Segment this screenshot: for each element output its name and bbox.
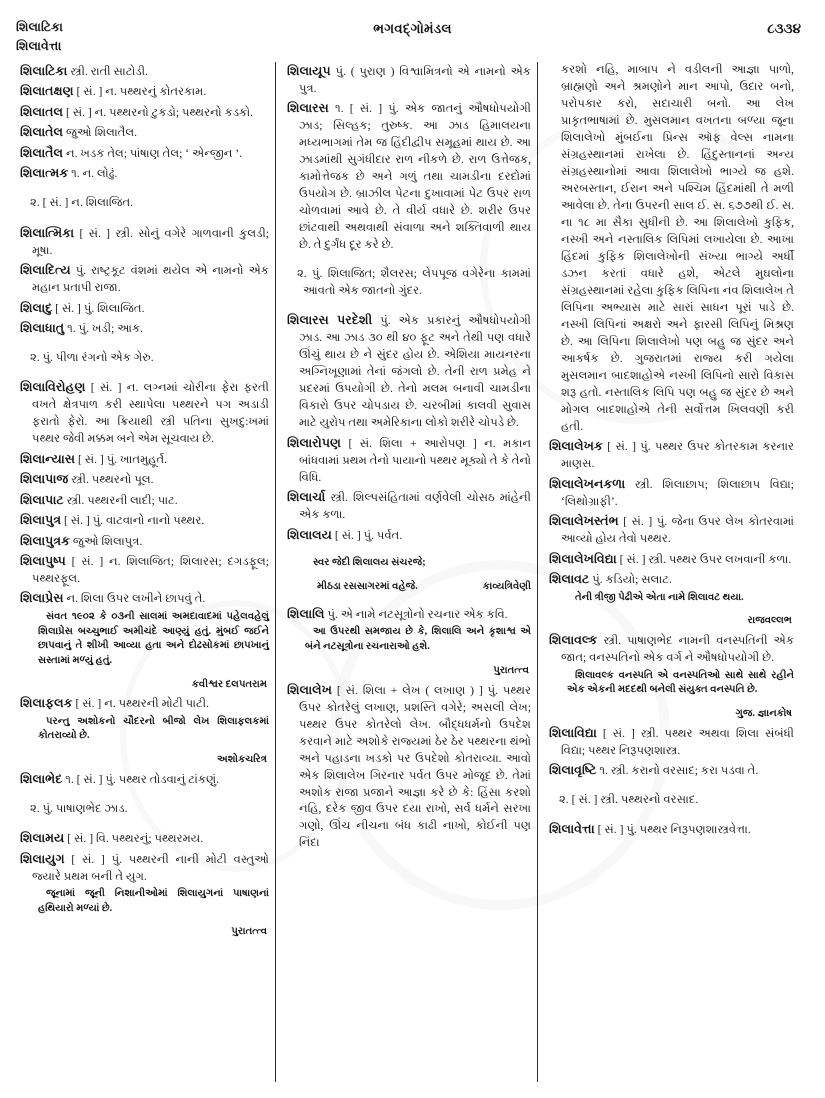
entry-headword: શિલાદુ [20,300,53,315]
entry-sense: ૨. પું. પીળા રંગનો એક ગેરુ. [30,350,154,364]
entry-citation-quote: શિલાવલ્ક વનસ્પતિ એ વનસ્પતિઓ સાથે સાથે રહીને એક એકની મદદથી બનેલી સંયુક્ત વનસ્પતિ છે. [567,669,794,696]
entry-definition: [ સં. ] ન. પથ્થરનો ટુકડો; પથ્થરનો કડકો. [65,105,254,119]
dictionary-entry [20,299,269,318]
entry-definition: [ સં. ] પું. પથ્થર ઉપર કોતરકામ કરનાર માણસ. [561,440,794,471]
entry-definition: [ સં. ] ન. શિલાજિત; શિલારસ; દગડફૂલ; પથ્થરફૂલ. [32,555,269,585]
entry-headword: શિલાવેત્તા [549,822,595,837]
dictionary-entry [20,532,269,551]
entry-headword: શિલારોપણ [287,435,341,450]
entry-headword: શિલાયૂપ [287,64,331,78]
dictionary-entry [20,589,269,608]
entry-definition: જુઓ શિલાપુત્ર. [72,534,143,548]
dictionary-entry [20,82,269,101]
entry-sense: ૨. [ સં. ] સ્ત્રી. પથ્થરનો વરસાદ. [559,792,699,806]
entry-citation-source: ગુજ. જ્ઞાનકોષ [735,707,792,719]
entry-definition: સ્ત્રી. પાષાણભેદ નામની વનસ્પતિની એક જાત; વનસ્પતિનો એક વર્ગ ને ઔષધોપયોગી છે. [561,634,794,665]
entry-definition: પું. કડિયો; સલાટ. [592,573,672,587]
entry-headword: શિલાતક્ષણ [20,84,74,99]
entry-definition: [ સં. ] ન. પથ્થરનું કોતરકામ. [76,85,207,99]
entry-headword: શિલાવિદ્યા [549,725,597,740]
entry-headword: શિલાત્મક [20,166,69,181]
entry-definition: પું. ( પુરાણ ) વિશ્વામિત્રનો એ નામનો એક પુત્ર. [299,65,531,95]
entry-headword: શિલાવિરોહણ [20,380,86,395]
entry-sense: ૨. પું. શિલાજિત; શૈલરસ; લેપપૂજ વગેરેના કામમાં આવતો એક જાતનો ગુંદર. [297,266,531,297]
dictionary-entry [549,62,794,436]
entry-headword: શિલાલેખસ્તંભ [549,514,619,529]
column-2 [276,62,538,1082]
dictionary-entry [20,62,269,81]
dictionary-entry [549,475,794,511]
entry-definition: સ્ત્રી. શિલાછાપ; શિલાછાપ વિદ્યા; ‘લિથોગ્રાફી’. [561,477,794,508]
entry-definition: [ સં. ] વિ. પથ્થરનું; પથ્થરમય. [67,832,204,846]
dictionary-entry [20,378,269,448]
entry-verse-line: સ્વર જેદી શિલાલય સંચરજે; [313,556,426,568]
entry-headword: શિલાવટ [549,572,590,587]
entry-verse-text: મીઠડા રસસાગરમાં વહેજે. [317,581,418,593]
dictionary-entry [549,570,794,589]
entry-headword: શિલાદિત્ય [20,263,71,278]
entry-citation-source: પુરાતત્ત્વ [231,926,267,938]
entry-definition: ૧. સ્ત્રી. કરાનો વરસાદ; કરા પડવા તે. [599,764,759,778]
dictionary-entry [287,434,531,487]
entry-headword: શિલાતૈલ [20,145,64,160]
dictionary-entry [287,99,531,254]
entry-definition: [ સં. ] પું. ખાતમુહૂર્ત. [77,452,168,466]
entry-headword: શિલાતલ [20,104,64,119]
entry-definition: [ સં. ] પું. શિલાજિત. [55,301,145,315]
entry-definition: કરશો નહિ, માબાપ ને વડીલની આજ્ઞા પાળો, બ્રાહ્મણો અને શ્રમણોને માન આપો, ઉદાર બનો, પરોપકાર કરો, સદાચારી બનો. આ લેખ પ્રાકૃતભાષામાં છે. મુસલમાન વખતના બળ્યા જૂના શિલાલેખો મુંબઈના પ્રિન્સ ઑફ વેલ્સ નામના સંગ્રહસ્થાનમાં રાખેલા છે. હિંદુસ્તાનનાં અન્ય સંગ્રહસ્થાનોમાં આવા શિલાલેખો ભાગ્યે જ હશે. અરબસ્તાન, ઈરાન અને પશ્ચિમ હિંદમાંથી તે મળી આવેલા છે. તેના ઉપરની સાલ ઈ. સ. ૬૭૭થી ઈ. સ. ના ૧૮ મા સૈકા સુધીની છે. આ શિલાલેખો કુફિક, નસ્ખી અને નસ્તાલિક લિપિમાં લખાયેલા છે. આખા હિંદમાં કુફિક શિલાલેખોની સંખ્યા ભાગ્યે અર્ધી ડઝન કરતાં વધારે હશે, એટલે મુઘલોના સંગ્રહસ્થાનમાં રહેલા કુફિક લિપિના નવ શિલાલેખ તે લિપિના અભ્યાસ માટે સારાં સાધન પૂરાં પાડે છે. નસ્ખી લિપિનાં અક્ષરો અને ફારસી લિપિનું મિશ્રણ છે. આ લિપિના શિલાલેખો પણ બહુ જ સુંદર અને આકર્ષક છે. ગુજરાતમાં રાજ્ય કરી ગયેલા મુસલમાન બાદશાહોએ નસ્ખી લિપિનો સારો વિકાસ શરૂ હતો. નસ્તાલિક લિપિ પણ બહુ જ સુંદર છે અને મોગલ બાદશાહોએ તેની સર્વોત્તમ ખિલવણી કરી હતી. [561,63,794,433]
dictionary-entry [549,631,794,667]
entry-definition: [ સં. ] ન. પથ્થરની મોટી પાટી. [75,697,209,711]
dictionary-entry [20,770,269,789]
dictionary-entry [549,512,794,548]
entry-citation-quote: સંવત ૧૯૦૨ કે ૦૩ની સાલમાં અમદાવાદમાં પહેલવહેલું શિલાપ્રેસ બચ્ચુભાઈ અમીચંદે આણ્યું હતું. મુંબઈ જઈને છાપવાનું તે શીખી આવ્યા હતા અને દોઢસોકમાં છાપખાનું સસ્તામાં મળ્યું હતું. [38,610,269,666]
entry-headword: શિલાટિકા [20,64,68,78]
entry-headword: શિલાલેખનકળા [549,476,626,491]
entry-headword: શિલાપાટ [20,492,64,507]
entry-definition: [ સં. ] પું. જેના ઉપર લેખ કોતરવામાં આવ્યો હોય તેવો પથ્થર. [561,515,794,546]
entry-headword: શિલાવૃષ્ટિ [549,763,597,778]
entry-headword: શિલાલેખવિદ્યા [549,551,617,566]
entry-definition: ૧. [ સં. ] પું. એક જાતનું ઔષધોપયોગી ઝાડ; સિલ્હક; તુરુષ્ક. આ ઝાડ હિમાલયના મધ્યભાગમાં તેમ જ હિંદીદ્વીપ સમૂહમાં થાય છે. આ ઝાડમાંથી સુગંધીદાર રાળ નીકળે છે. રાળ ઉત્તેજક, કામોત્તેજક છે અને ગળું તથા ચામડીના દરદોમાં ઉપયોગ છે. બ્રાઝીલ પેટના દુખાવામાં પેટ ઉપર રાળ ચોળવામાં આવે છે. તે વીર્ય વધારે છે. શરીર ઉપર છાંટવાથી અથવાથી સંવાળા અને શક્તિવાળી થાય છે. તે દુર્ગંધ દૂર કરે છે. [299,102,531,252]
entry-headword: શિલાપુષ્પ [20,554,66,569]
entry-headword: શિલાલેખક [549,439,603,454]
dictionary-entry [549,437,794,473]
column-container [14,62,811,1082]
entry-headword: શિલાધાતુ [20,321,65,335]
entry-headword: શિલાર્ચા [287,490,326,505]
entry-headword: શિલાવલ્ક [549,633,598,648]
dictionary-entry [20,470,269,489]
dictionary-entry [20,319,269,338]
entry-headword: શિલાપુત્ર [20,513,62,528]
dictionary-entry [549,724,794,760]
entry-definition: [ સં. ] સ્ત્રી. સોનું વગેરે ગાળવાની કુલડી; મૂષા. [32,226,269,257]
dictionary-entry [20,123,269,142]
entry-citation-quote: પરન્તુ અશોકનો ચૌદરનો બીજો લેખ શિલાફલકમાં કોતરાવ્યો છે. [38,715,269,742]
entry-verse-line [287,580,531,595]
dictionary-entry [20,261,269,297]
dictionary-entry [20,829,269,848]
entry-definition: ૧. ન. લોઢું. [71,167,118,181]
dictionary-entry [20,850,269,886]
entry-definition: ન. ખડક તેલ; પાંષાણ તેલ; ‘ એન્જીન ’. [65,146,243,160]
entry-headword: શિલાયુગ [20,851,65,866]
entry-definition: [ સં. ] પું. વાટવાનો નાનો પથ્થર. [64,514,205,528]
dictionary-entry [20,511,269,530]
entry-definition: સ્ત્રી. શિલ્પસંહિતામાં વર્ણવેલી ચોસઠ માંહેની એક કળા. [299,491,531,522]
running-head-last-entry: શિલાવેત્તા [16,39,62,54]
entry-definition: [ સં. ] પું. પથ્થરની નાની મોટી વસ્તુઓ જ્યારે પ્રથમ બની તે યુગ. [32,852,269,883]
entry-definition: ૧. [ સં. ] પું. પથ્થર તોડવાનું ટાંકણું. [65,772,220,786]
entry-definition: [ સં. શિલા + આરોપણ ] ન. મકાન બાંધવામાં પ્રથમ તેનો પાયાનો પથ્થર મૂક્યો તે કે તેનો વિધિ. [299,436,531,484]
entry-definition: સ્ત્રી. રાતી સાટોડી. [70,65,148,78]
dictionary-entry [20,224,269,260]
running-head-first-entry: શિલાટિકા [16,20,63,34]
running-head [14,18,811,62]
entry-definition: પું. એક પ્રકારનું ઔષધોપયોગી ઝાડ. આ ઝાડ ૩૦ થી ૪૦ ફૂટ અને તેથી પણ વધારે ઊંચું થાય છે ને સુંદર હોય છે. એશિયા માયનરના અગ્નિખૂણામાં તેનાં જંગલો છે. તેની રાળ પ્રમેહ ને પ્રદરમાં ઉપયોગી છે. તેનો મલમ બનાવી ચામડીના વિકારો ઉપર ચોપડાય છે. ચરબીમાં કાલવી સુવાસ માટે યુરોપ તથા અમેરિકાના લોકો શરીરે ચોપડે છે. [299,314,532,430]
entry-headword: શિલાપુત્રક [20,533,70,548]
entry-headword: શિલાલિ [287,606,325,621]
entry-headword: શિલાલય [287,527,332,542]
entry-definition: પું. રાષ્ટ્રકૂટ વંશમાં થયેલ એ નામનો એક મહાન પ્રતાપી રાજા. [32,264,269,295]
entry-definition: ૧. પું. ખડી; આક. [67,322,144,335]
dictionary-entry [20,144,269,163]
entry-definition: પું. એ નામે નટસૂત્રોનો રચનાર એક કવિ. [327,607,508,621]
book-title: ભગવદ્ગોમંડલ [373,21,452,36]
entry-headword: શિલામય [20,831,65,846]
entry-sense: ૨. [ સં. ] ન. શિલાજિત. [30,196,134,209]
entry-citation-source: અશોકચરિત્ર [217,754,267,766]
dictionary-entry [20,164,269,183]
entry-citation-quote: આ ઉપરથી સમજાય છે કે, શિલાલિ અને કૃશાશ્વ એ બંને નટસૂત્રોના રચનારાઓ હશે. [305,626,531,653]
dictionary-entry [20,491,269,510]
entry-headword: શિલાપાજ [20,472,69,487]
dictionary-entry [287,488,531,524]
entry-headword: શિલાપ્રેસ [20,591,64,606]
entry-definition: [ સં. ] સ્ત્રી. પથ્થર અથવા શિલા સંબંધી વિદ્યા; પથ્થર નિરૂપણશાસ્ત્ર. [561,726,795,757]
entry-headword: શિલારસ પરદેશી [287,313,373,328]
dictionary-entry [20,552,269,588]
entry-definition: [ સં. ] ન. લગ્નમાં ચોરીના ફેરા ફરતી વખતે ક્ષેત્રપાળ કરી સ્થાપેલા પથ્થરને પગ અડાડી ફરાતો ફેરો. આ ક્રિયાથી સ્ત્રી પતિના સુખદુ:ખમાં પથ્થર જેવી મક્કમ બને એમ સૂચવાય છે. [32,381,269,446]
entry-headword: શિલાતેલ [20,125,64,140]
entry-headword: શિલાફલક [20,696,73,711]
entry-definition: ન. શિલા ઉપર લખીને છાપવું તે. [66,592,206,606]
entry-definition: [ સં. શિલા + લેખ ( લખાણ ) ] પું. પથ્થર ઉપર કોતરેલું લખાણ, પ્રશસ્તિ વગેરે; અસલી લેખ; પથ્થર ઉપર કોતરેલો લેખ. બૌદ્ધધર્મનો ઉપદેશ કરવાને માટે અશોકે રાજ્યમાં ઠેર ઠેર પથ્થરના થંભો અને પહાડના ખડકો પર ઉપદેશો કોતરાવ્યા. આવો એક શિલાલેખ ગિરનાર પર્વત ઉપર મોજૂદ છે. તેમાં અશોક રાજા પ્રજાને આજ્ઞા કરે છે કે: હિંસા કરશો નહિ, દરેક જીવ ઉપર દયા રાખો, સર્વ ધર્મને સરખા ગણો, ઊંચ નીચના બંધ કાઢી નાખો, કોઈની પણ નિંદા [299,683,531,850]
dictionary-entry [549,820,794,839]
entry-sense: ૨. પું. પાષાણભેદ ઝાડ. [30,801,128,815]
entry-citation-quote: તેની ત્રીજી પેઢીએ એતા નામે શિલાવટ થયા. [575,591,744,603]
dictionary-entry [20,694,269,713]
entry-definition: [ સં. ] પું. પર્વત. [334,528,403,542]
entry-definition: સ્ત્રી. પથ્થરનો પૂલ. [71,473,154,487]
entry-headword: શિલાભેદ [20,771,63,786]
dictionary-entry [287,311,531,432]
entry-citation-source: કવીશ્વર દલપતરામ [191,678,267,690]
entry-citation-source: કાવ્યત્રિવેણી [482,581,531,593]
entry-headword: શિલાત્મિકા [20,225,75,240]
entry-headword: શિલાન્યાસ [20,451,76,466]
page-number: ૮૩૩૪ [767,21,801,36]
entry-citation-source: પુરાતત્ત્વ [493,664,529,676]
dictionary-entry [549,761,794,780]
entry-definition: [ સં. ] સ્ત્રી. પથ્થર ઉપર લખવાની કળા. [619,552,792,566]
entry-citation-quote: જૂનામાં જૂની નિશાનીઓમાં શિલાયુગનાં પાષાણનાં હથિયારો મળ્યાં છે. [38,888,269,914]
dictionary-entry [20,103,269,122]
column-1 [14,62,276,1082]
entry-headword: શિલાલેખ [287,682,333,697]
dictionary-entry [287,526,531,545]
dictionary-entry [20,450,269,469]
dictionary-entry [287,681,531,853]
column-3 [538,62,800,1082]
entry-citation-source: રાજવલ્લભ [747,615,792,627]
dictionary-entry [287,605,531,624]
entry-definition: સ્ત્રી. પથ્થરની લાદી; પાટ. [66,493,178,507]
entry-headword: શિલારસ [287,101,329,116]
dictionary-entry [549,550,794,569]
entry-definition: જુઓ શિલાતૈલ. [65,126,138,140]
dictionary-entry [287,62,531,98]
entry-definition: [ સં. ] પું. પથ્થર નિરૂપણશાસ્ત્રવેત્તા. [597,823,751,837]
